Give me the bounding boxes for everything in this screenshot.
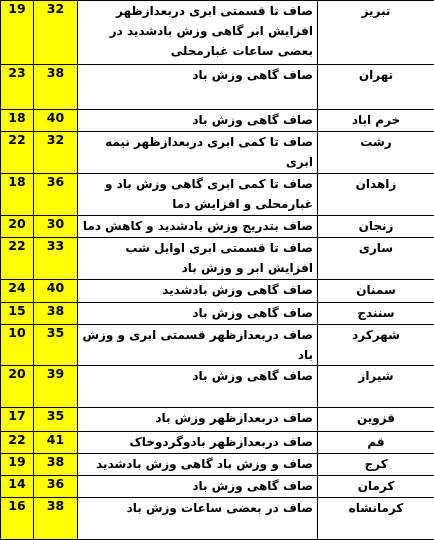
- city-name-cell: خرم اباد: [318, 110, 434, 132]
- forecast-description-cell: صاف گاهی وزش باد: [78, 303, 318, 325]
- table-row: [1, 216, 434, 238]
- table-row: [1, 174, 434, 216]
- min-temp-cell: 18: [1, 110, 34, 132]
- table-row: [1, 280, 434, 303]
- city-name-cell: کرج: [318, 454, 434, 476]
- forecast-description-cell: صاف و وزش باد گاهی وزش بادشدید: [78, 454, 318, 476]
- max-temp-cell: 35: [34, 408, 78, 432]
- min-temp-cell: 22: [1, 238, 34, 280]
- min-temp-cell: 17: [1, 408, 34, 432]
- min-temp-cell: 20: [1, 366, 34, 408]
- city-name-cell: قم: [318, 432, 434, 454]
- city-name-cell: زنجان: [318, 216, 434, 238]
- max-temp-cell: 32: [34, 1, 78, 65]
- city-name-cell: رشت: [318, 132, 434, 174]
- min-temp-cell: 23: [1, 65, 34, 110]
- max-temp-cell: 32: [34, 132, 78, 174]
- min-temp-cell: 20: [1, 216, 34, 238]
- table-row: [1, 408, 434, 432]
- table-row: [1, 454, 434, 476]
- max-temp-cell: 36: [34, 174, 78, 216]
- table-row: [1, 498, 434, 540]
- city-name-cell: کرمان: [318, 476, 434, 498]
- max-temp-cell: 38: [34, 65, 78, 110]
- city-name-cell: ساری: [318, 238, 434, 280]
- max-temp-cell: 38: [34, 303, 78, 325]
- forecast-description-cell: صاف دربعدازظهر قسمتی ابری و وزش باد: [78, 325, 318, 366]
- max-temp-cell: 40: [34, 110, 78, 132]
- forecast-description-cell: صاف دربعدازظهر وزش باد: [78, 408, 318, 432]
- max-temp-cell: 33: [34, 238, 78, 280]
- forecast-description-cell: صاف گاهی وزش باد: [78, 110, 318, 132]
- max-temp-cell: 39: [34, 366, 78, 408]
- city-name-cell: زاهدان: [318, 174, 434, 216]
- forecast-description-cell: صاف تا کمی ابری گاهی وزش باد و غبارمحلی و افزایش دما: [78, 174, 318, 216]
- max-temp-cell: 36: [34, 476, 78, 498]
- city-name-cell: قزوین: [318, 408, 434, 432]
- table-row: [1, 110, 434, 132]
- table-row: [1, 366, 434, 408]
- min-temp-cell: 15: [1, 303, 34, 325]
- forecast-description-cell: صاف بتدریج وزش بادشدید و کاهش دما: [78, 216, 318, 238]
- table-row: [1, 432, 434, 454]
- table-row: [1, 65, 434, 110]
- forecast-description-cell: صاف گاهی وزش باد: [78, 65, 318, 110]
- forecast-rows: [1, 1, 434, 540]
- max-temp-cell: 30: [34, 216, 78, 238]
- forecast-description-cell: صاف گاهی وزش بادشدید: [78, 280, 318, 303]
- max-temp-cell: 40: [34, 280, 78, 303]
- city-name-cell: سنندج: [318, 303, 434, 325]
- min-temp-cell: 16: [1, 498, 34, 540]
- table-row: [1, 325, 434, 366]
- min-temp-cell: 22: [1, 432, 34, 454]
- max-temp-cell: 38: [34, 454, 78, 476]
- forecast-description-cell: صاف گاهی وزش باد: [78, 476, 318, 498]
- min-temp-cell: 18: [1, 174, 34, 216]
- city-name-cell: سمنان: [318, 280, 434, 303]
- forecast-description-cell: صاف تا قسمتی ابری اوایل شب افزایش ابر و وزش باد: [78, 238, 318, 280]
- city-name-cell: شهرکرد: [318, 325, 434, 366]
- min-temp-cell: 10: [1, 325, 34, 366]
- city-name-cell: تبریز: [318, 1, 434, 65]
- forecast-description-cell: صاف در بعضی ساعات وزش باد: [78, 498, 318, 540]
- forecast-description-cell: صاف تا قسمتی ابری دربعدازظهر افزایش ابر گاهی وزش بادشدید در بعضی ساعات غبارمحلی: [78, 1, 318, 65]
- city-name-cell: کرمانشاه: [318, 498, 434, 540]
- city-name-cell: تهران: [318, 65, 434, 110]
- table-row: [1, 1, 434, 65]
- city-name-cell: شیراز: [318, 366, 434, 408]
- max-temp-cell: 41: [34, 432, 78, 454]
- forecast-description-cell: صاف تا کمی ابری دربعدازظهر نیمه ابری: [78, 132, 318, 174]
- forecast-description-cell: صاف گاهی وزش باد: [78, 366, 318, 408]
- table-row: [1, 303, 434, 325]
- min-temp-cell: 22: [1, 132, 34, 174]
- min-temp-cell: 24: [1, 280, 34, 303]
- table-row: [1, 238, 434, 280]
- min-temp-cell: 19: [1, 454, 34, 476]
- table-row: [1, 476, 434, 498]
- max-temp-cell: 35: [34, 325, 78, 366]
- forecast-description-cell: صاف دربعدازظهر بادوگردوخاک: [78, 432, 318, 454]
- max-temp-cell: 38: [34, 498, 78, 540]
- min-temp-cell: 14: [1, 476, 34, 498]
- min-temp-cell: 19: [1, 1, 34, 65]
- table-row: [1, 132, 434, 174]
